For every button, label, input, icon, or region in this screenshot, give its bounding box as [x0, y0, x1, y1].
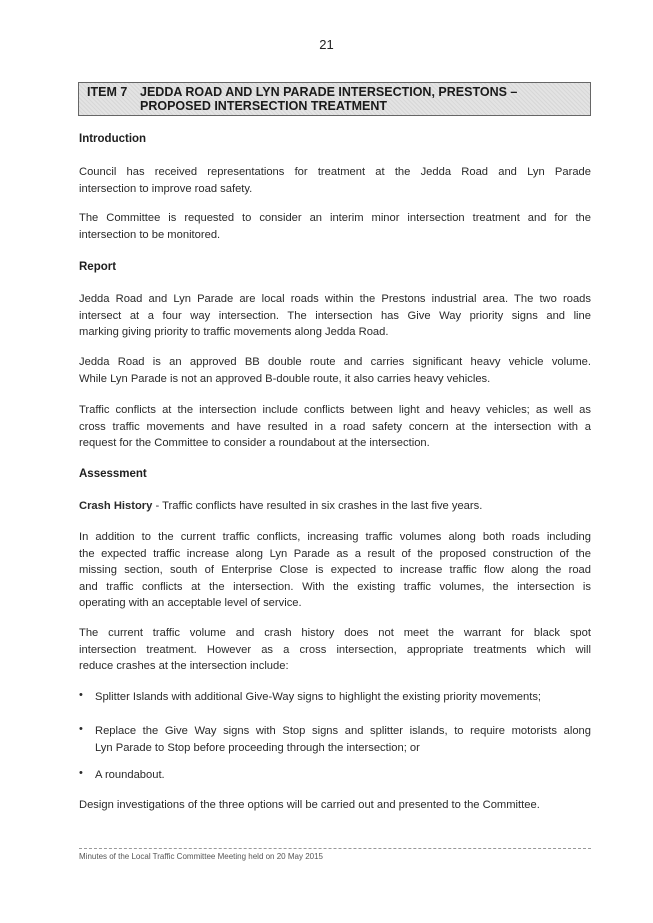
closing-paragraph: Design investigations of the three options will be carried out and presented to the Committee.	[79, 799, 540, 811]
report-paragraph-3: Traffic conflicts at the intersection include conflicts between light and heavy vehicles; as well as cross traffic movements and have resulted in a road safety concern at the intersection with a request for the Committee to consider a roundabout at the intersection.	[79, 404, 591, 449]
report-heading: Report	[79, 261, 117, 273]
item-title-box	[78, 82, 591, 116]
crash-history-label: Crash History	[79, 500, 153, 512]
bullet-marker-1: •	[79, 689, 83, 701]
introduction-paragraph-2: The Committee is requested to consider an interim minor intersection treatment and for the intersection to be monitored.	[79, 212, 591, 241]
item-title-line-2	[87, 99, 387, 113]
crash-history-paragraph	[79, 498, 591, 515]
bullet-item-1: Splitter Islands with additional Give-Way signs to highlight the existing priority movements;	[95, 691, 542, 703]
bullet-item-2: Replace the Give Way signs with Stop signs and splitter islands, to require motorists along Lyn Parade to Stop before proceeding through the intersection; or	[95, 725, 591, 754]
item-title-text-1: JEDDA ROAD AND LYN PARADE INTERSECTION, PRESTONS –	[140, 85, 518, 99]
assessment-paragraph-1: In addition to the current traffic conflicts, increasing traffic volumes along both roads including the expected traffic increase along Lyn Parade as a result of the proposed construction of the missing section, south of Enterprise Close is expected to increase traffic flow along the road and traffic conflicts at the intersection. With the existing traffic volumes, the intersection is operating with an acceptable level of service.	[79, 531, 591, 609]
report-paragraph-1: Jedda Road and Lyn Parade are local roads within the Prestons industrial area. The two roads intersect at a four way intersection. The intersection has Give Way priority signs and line marking giving priority to traffic movements along Jedda Road.	[79, 293, 591, 338]
item-label: ITEM 7	[87, 85, 128, 99]
assessment-heading: Assessment	[79, 468, 147, 480]
footer-divider	[79, 848, 591, 849]
item-title-text-2: PROPOSED INTERSECTION TREATMENT	[140, 99, 388, 113]
report-paragraph-2: Jedda Road is an approved BB double route and carries significant heavy vehicle volume. While Lyn Parade is not an approved B-double route, it also carries heavy vehicles.	[79, 356, 591, 385]
footer-text: Minutes of the Local Traffic Committee Meeting held on 20 May 2015	[79, 852, 323, 861]
bullet-marker-3: •	[79, 767, 83, 779]
crash-history-text: - Traffic conflicts have resulted in six crashes in the last five years.	[152, 500, 483, 512]
bullet-marker-2: •	[79, 723, 83, 735]
item-title-line-1	[87, 85, 517, 99]
bullet-item-3: A roundabout.	[95, 769, 165, 781]
assessment-paragraph-2: The current traffic volume and crash history does not meet the warrant for black spot intersection treatment. However as a cross intersection, appropriate treatments which will reduce crashes at the intersection include:	[79, 627, 591, 672]
introduction-paragraph-1: Council has received representations for treatment at the Jedda Road and Lyn Parade intersection to improve road safety.	[79, 166, 591, 195]
introduction-heading: Introduction	[79, 133, 147, 145]
page-number: 21	[319, 37, 334, 52]
